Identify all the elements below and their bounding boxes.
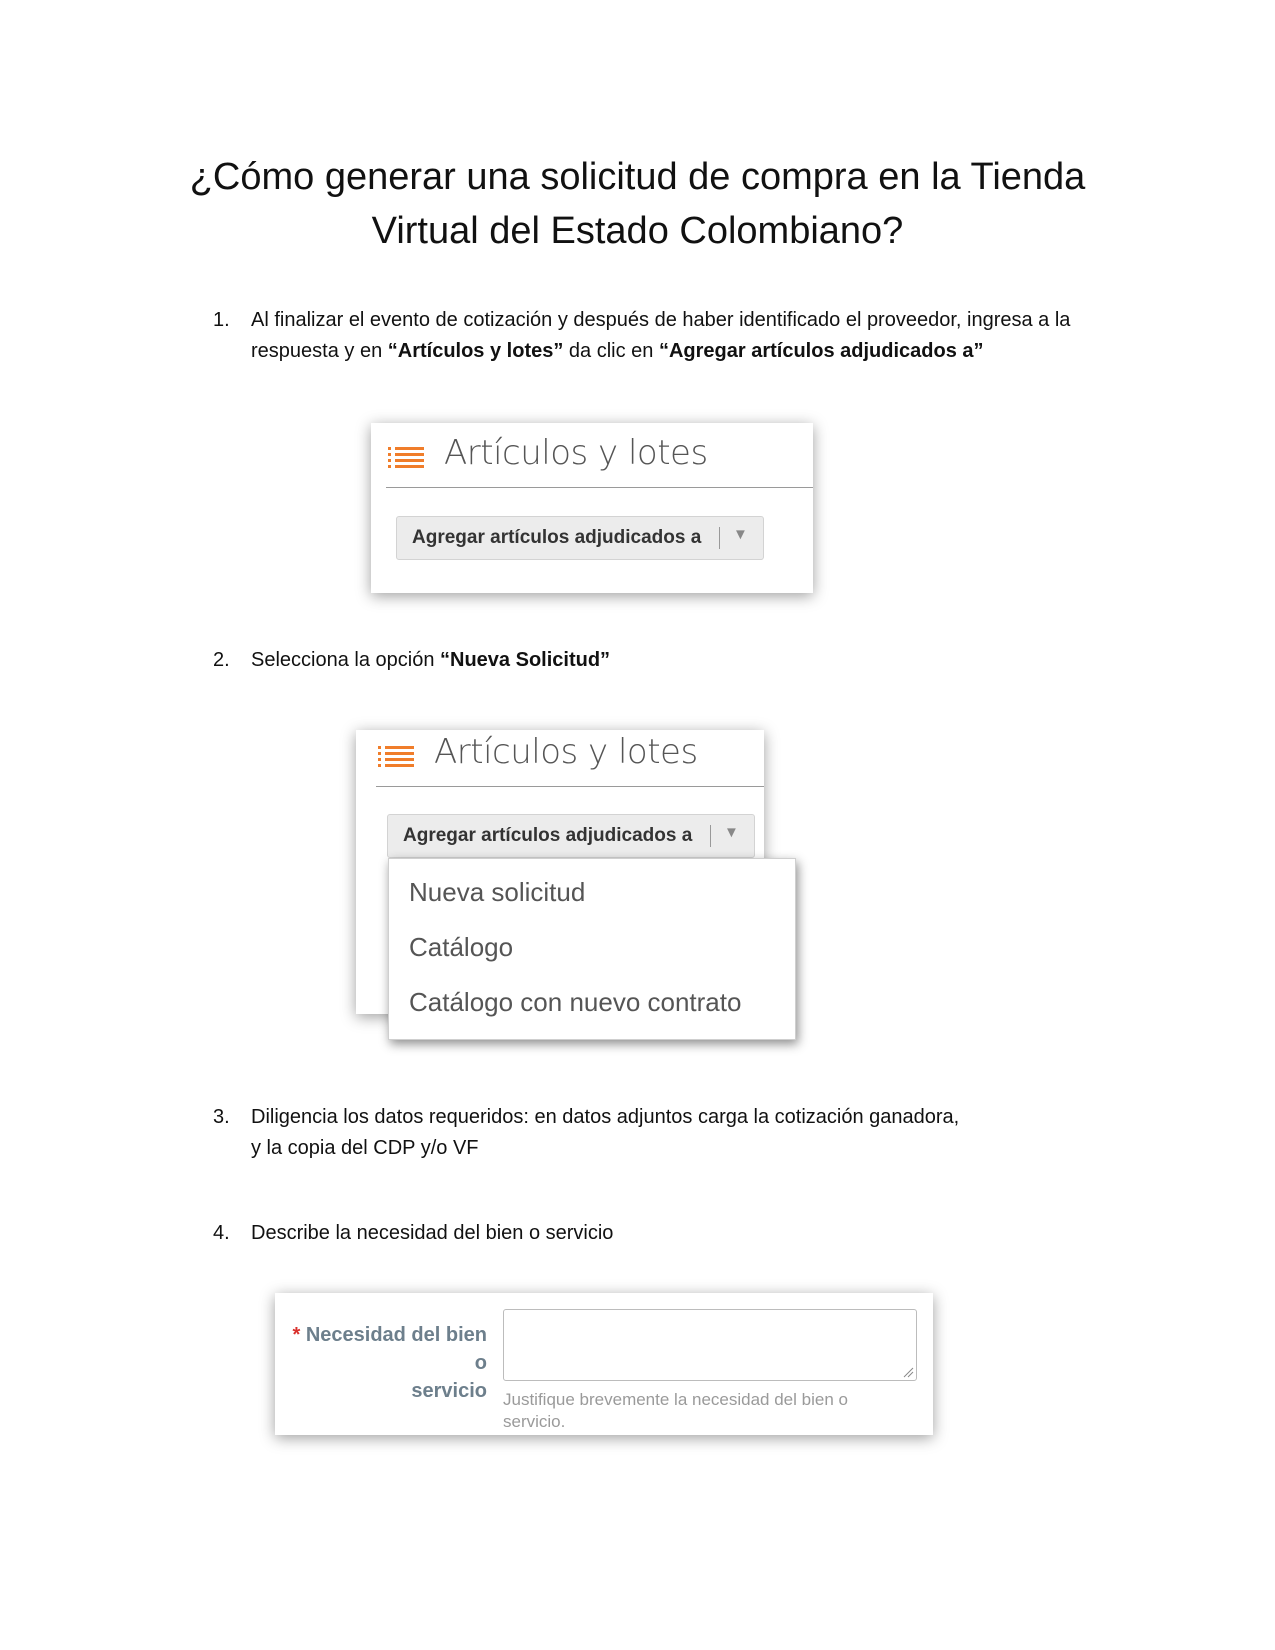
section-header — [376, 722, 764, 787]
step-number: 1. — [213, 309, 230, 331]
agregar-articulos-dropdown[interactable] — [387, 814, 755, 858]
step-number: 3. — [213, 1106, 230, 1128]
step-text: Selecciona la opción “Nueva Solicitud” — [251, 649, 611, 671]
menu-item-catalogo-nuevo-contrato[interactable]: Catálogo con nuevo contrato — [409, 987, 742, 1017]
step-text: Describe la necesidad del bien o servicio — [251, 1222, 614, 1244]
necesidad-textarea[interactable] — [503, 1309, 917, 1381]
dropdown-label: Agregar artículos adjudicados a — [412, 527, 702, 548]
menu-item-catalogo[interactable]: Catálogo — [409, 932, 514, 962]
bold-agregar-articulos: “Agregar artículos adjudicados a” — [658, 340, 984, 362]
step-text — [251, 1102, 1111, 1164]
menu-item-nueva-solicitud[interactable]: Nueva solicitud — [409, 877, 586, 907]
section-header — [386, 423, 813, 488]
necesidad-label: * Necesidad del bien o servicio — [292, 1324, 487, 1402]
step-3-line-1: Diligencia los datos requeridos: en datos adjuntos carga la cotización ganadora, — [251, 1106, 960, 1128]
step-number: 2. — [213, 649, 230, 671]
step-number: 4. — [213, 1222, 230, 1244]
list-icon — [378, 746, 414, 768]
title-line-1: ¿Cómo generar una solicitud de compra en la Tienda — [189, 156, 1086, 198]
dropdown-label: Agregar artículos adjudicados a — [403, 825, 693, 846]
title-line-2: Virtual del Estado Colombiano? — [371, 210, 904, 252]
dropdown-menu — [388, 858, 796, 1040]
caret-down-icon: ▼ — [724, 824, 739, 841]
page-title — [150, 150, 1125, 258]
screenshot-articulos-lotes — [371, 423, 813, 593]
resize-grip-icon[interactable] — [902, 1366, 914, 1378]
section-title: Artículos y lotes — [444, 433, 708, 473]
screenshot-necesidad-form — [275, 1293, 933, 1435]
agregar-articulos-dropdown[interactable] — [396, 516, 764, 560]
dropdown-separator — [719, 527, 720, 549]
dropdown-separator — [710, 825, 711, 847]
required-asterisk: * — [292, 1324, 301, 1346]
help-text: Justifique brevemente la necesidad del bien o servicio. — [503, 1390, 848, 1431]
bold-nueva-solicitud: “Nueva Solicitud” — [440, 649, 611, 671]
list-icon — [388, 447, 424, 469]
section-title: Artículos y lotes — [434, 732, 698, 772]
step-3-line-2: y la copia del CDP y/o VF — [251, 1137, 479, 1159]
bold-articulos-lotes: “Artículos y lotes” — [387, 340, 564, 362]
caret-down-icon: ▼ — [733, 526, 748, 543]
step-text: Al finalizar el evento de cotización y después de haber identificado el proveedor, ingresa a la respuesta y en “Artículos y lotes” da clic en “Agregar artículos adjudicados a” — [251, 309, 1071, 362]
